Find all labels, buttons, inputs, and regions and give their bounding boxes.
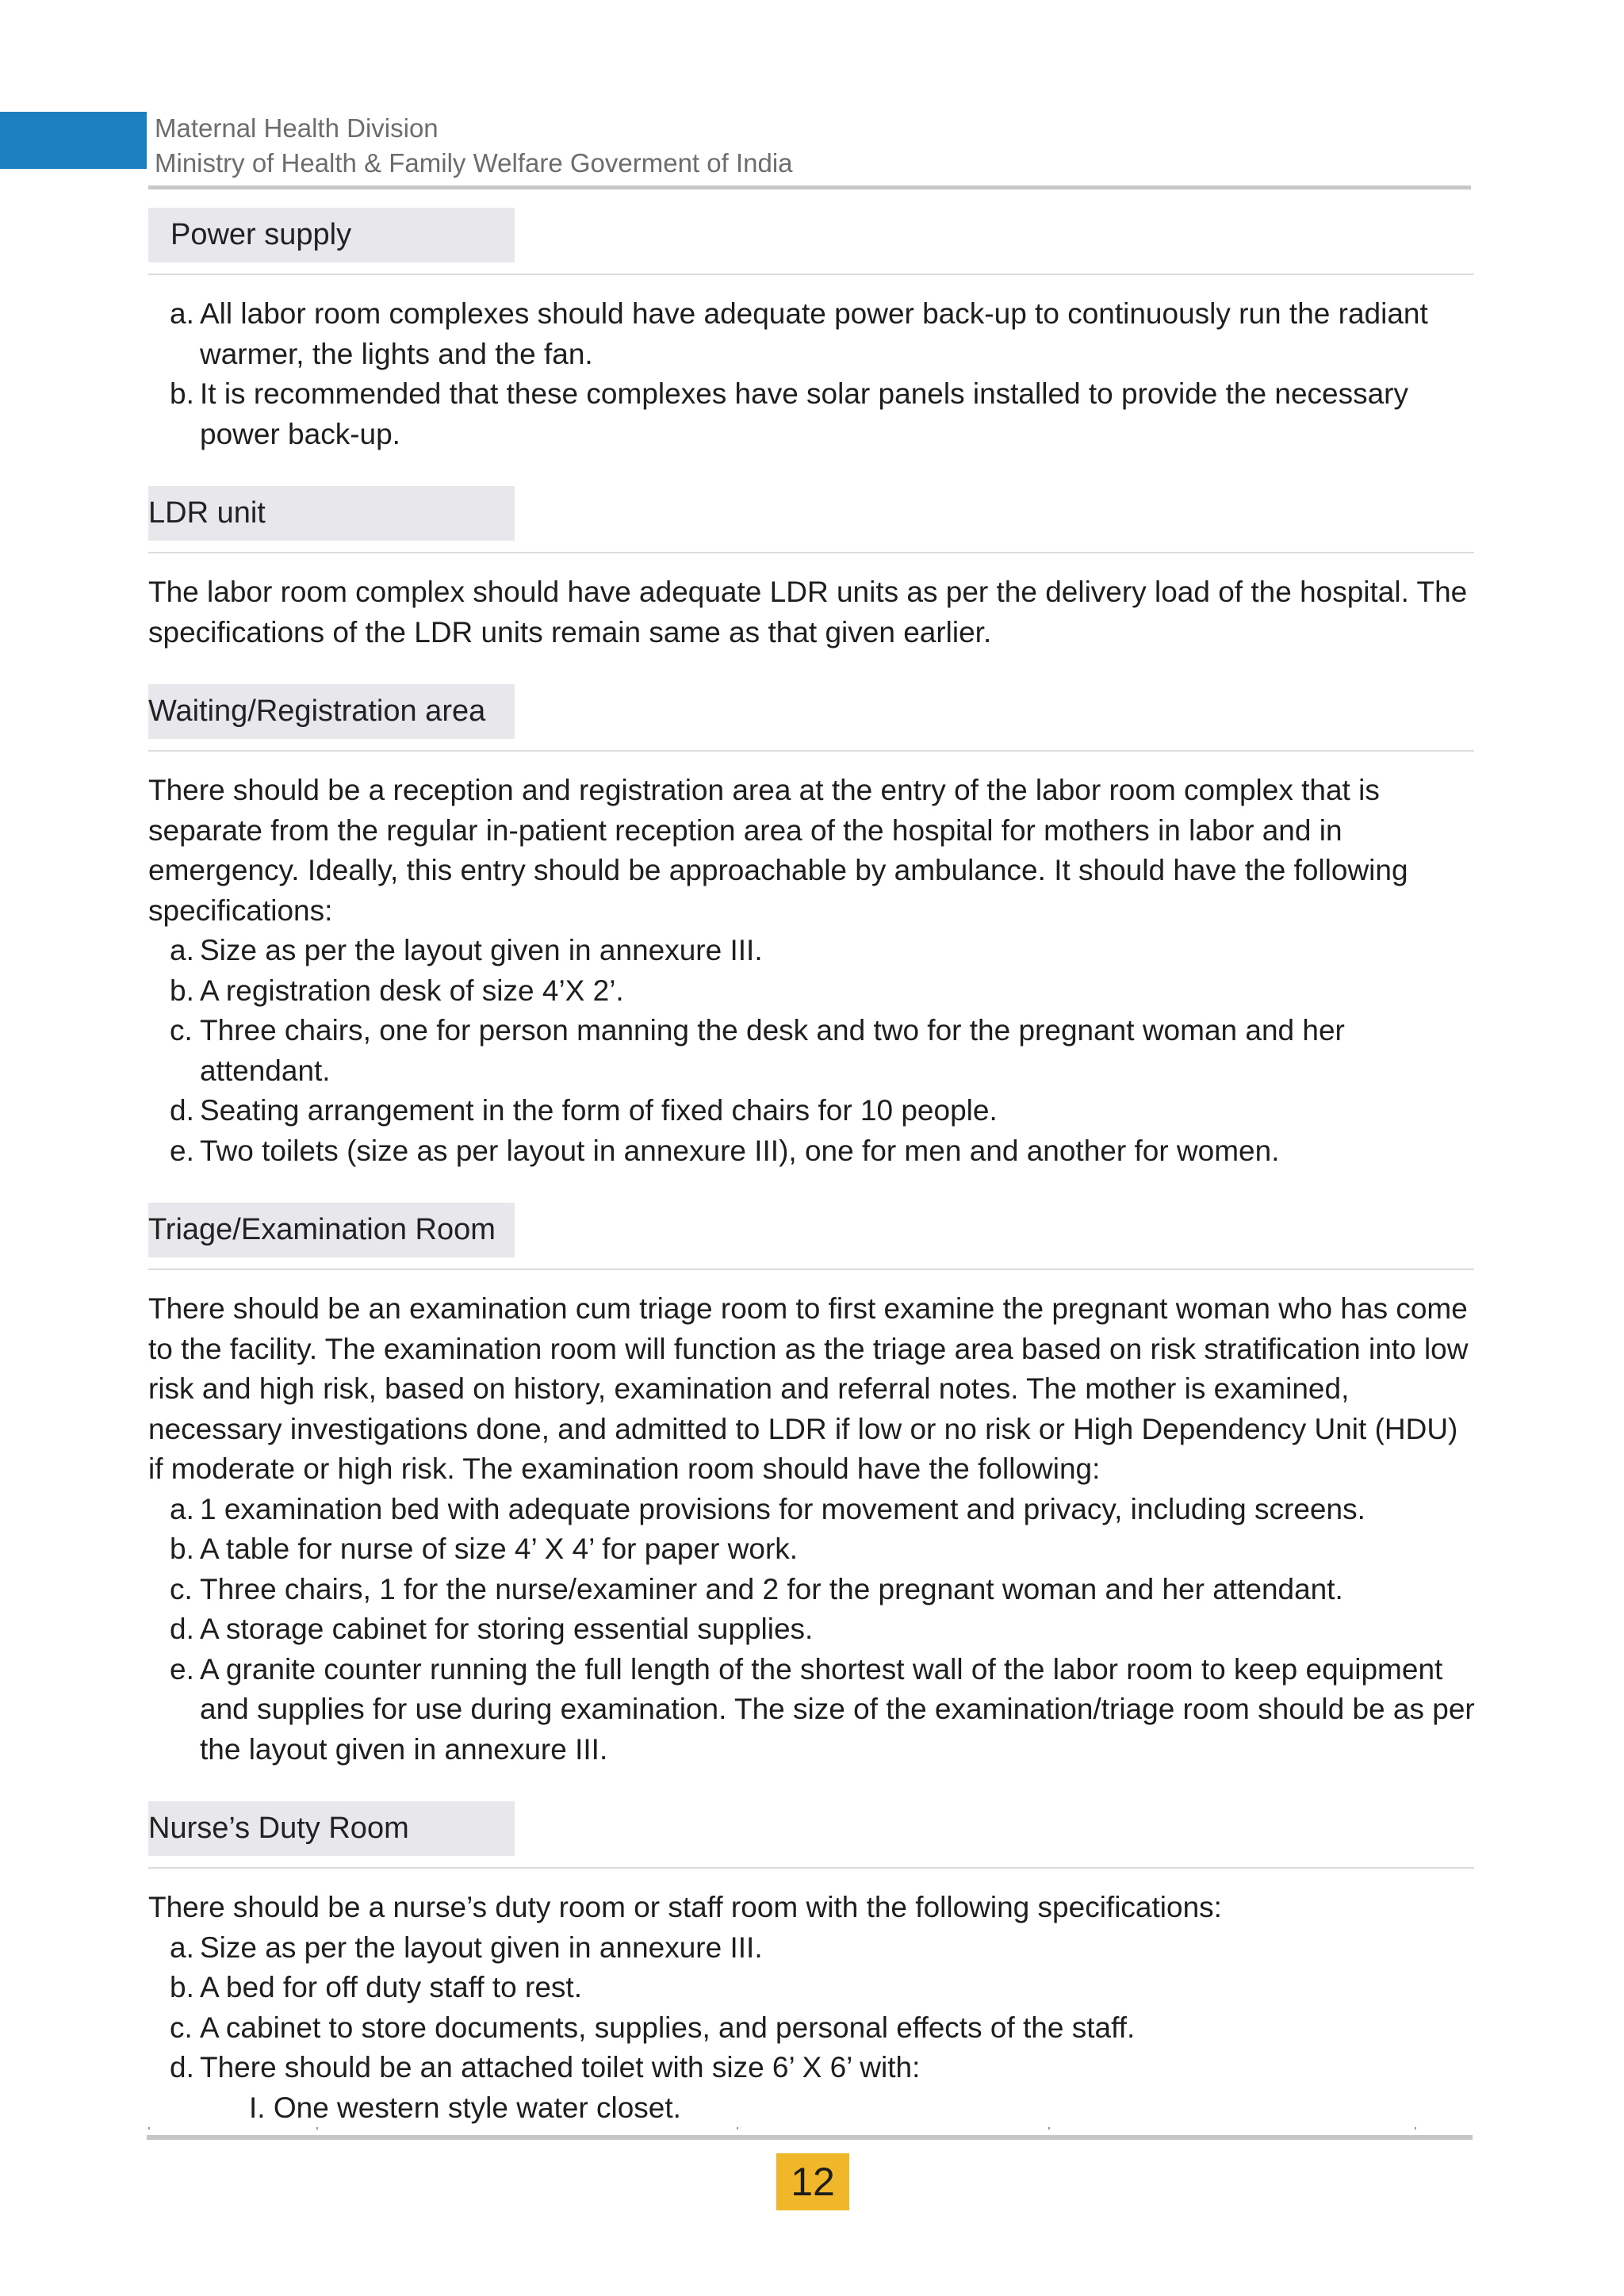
section-heading: Power supply bbox=[148, 208, 515, 262]
list-marker: b. bbox=[170, 377, 194, 410]
list-item-text: Two toilets (size as per layout in annexure III), one for men and another for women. bbox=[200, 1134, 1280, 1167]
section-divider bbox=[148, 750, 1474, 752]
footer-divider bbox=[147, 2135, 1473, 2140]
section-heading: Nurse’s Duty Room bbox=[148, 1801, 515, 1856]
list-item bbox=[148, 294, 1477, 374]
list-item-text: A storage cabinet for storing essential supplies. bbox=[200, 1613, 814, 1645]
list-marker: a. bbox=[170, 297, 194, 330]
list-item bbox=[148, 1091, 1477, 1131]
section-heading: Waiting/Registration area bbox=[148, 684, 515, 739]
header-divider bbox=[148, 186, 1471, 189]
list-marker: c. bbox=[170, 1014, 193, 1047]
header-accent-bar bbox=[0, 112, 147, 169]
section-divider bbox=[148, 274, 1474, 275]
section-ldr-unit bbox=[148, 486, 1477, 652]
section-paragraph: The labor room complex should have adequate LDR units as per the delivery load of the hospital. The specifications of the LDR units remain same as that given earlier. bbox=[148, 576, 1468, 649]
list-item-text: There should be an attached toilet with size 6’ X 6’ with: bbox=[200, 2051, 921, 2084]
section-paragraph: There should be a reception and registration area at the entry of the labor room complex that is separate from the regular in-patient reception area of the hospital for mothers in labor and in emergency. Ideally, this entry should be approachable by ambulance. It should have the following specifications: bbox=[148, 774, 1408, 927]
list-marker: e. bbox=[170, 1134, 194, 1167]
list-marker: a. bbox=[170, 934, 194, 966]
list-item bbox=[148, 1609, 1477, 1650]
sub-list-item: I. One western style water closet. bbox=[249, 2091, 681, 2124]
list-marker: b. bbox=[170, 1971, 194, 2003]
list-item bbox=[148, 2008, 1477, 2049]
list-item-text: Size as per the layout given in annexure III. bbox=[200, 934, 763, 966]
list-item-text: A cabinet to store documents, supplies, and personal effects of the staff. bbox=[200, 2011, 1136, 2044]
list-item-text: A bed for off duty staff to rest. bbox=[200, 1971, 582, 2003]
list-marker: b. bbox=[170, 974, 194, 1007]
section-divider bbox=[148, 1867, 1474, 1869]
page-content bbox=[148, 208, 1477, 2128]
list-marker: d. bbox=[170, 1094, 194, 1127]
list-marker: d. bbox=[170, 1613, 194, 1645]
section-heading: Triage/Examination Room bbox=[148, 1203, 515, 1257]
list-item-text: 1 examination bed with adequate provisions for movement and privacy, including screens. bbox=[200, 1492, 1365, 1525]
section-paragraph: There should be a nurse’s duty room or staff room with the following specifications: bbox=[148, 1891, 1222, 1923]
list-item-text: A registration desk of size 4’X 2’. bbox=[200, 974, 624, 1007]
list-item bbox=[148, 2048, 1477, 2088]
list-marker: e. bbox=[170, 1652, 194, 1686]
item-list bbox=[148, 1490, 1477, 1770]
document-header bbox=[155, 111, 793, 181]
section-power-supply bbox=[148, 208, 1477, 454]
list-item bbox=[148, 931, 1477, 971]
section-waiting-registration bbox=[148, 684, 1477, 1171]
section-nurses-duty-room bbox=[148, 1801, 1477, 2128]
list-item-text: Three chairs, one for person manning the desk and two for the pregnant woman and her attendant. bbox=[200, 1014, 1345, 1087]
list-item bbox=[148, 1011, 1477, 1091]
list-item bbox=[148, 971, 1477, 1012]
list-item bbox=[148, 1928, 1477, 1969]
footer-dots bbox=[148, 2127, 1471, 2132]
item-list bbox=[148, 1928, 1477, 2088]
section-divider bbox=[148, 552, 1474, 553]
list-item-text: Three chairs, 1 for the nurse/examiner and 2 for the pregnant woman and her attendant. bbox=[200, 1572, 1343, 1605]
list-marker: a. bbox=[170, 1931, 194, 1964]
list-item bbox=[148, 1650, 1477, 1770]
list-item bbox=[148, 1570, 1477, 1610]
list-marker: a. bbox=[170, 1492, 194, 1525]
list-item bbox=[148, 1490, 1477, 1530]
list-item bbox=[148, 1131, 1477, 1172]
section-triage-examination bbox=[148, 1203, 1477, 1770]
list-marker: c. bbox=[170, 2011, 193, 2044]
item-list bbox=[148, 931, 1477, 1171]
list-item-text: Seating arrangement in the form of fixed chairs for 10 people. bbox=[200, 1094, 998, 1127]
list-item bbox=[148, 1968, 1477, 2008]
list-item-text: Size as per the layout given in annexure III. bbox=[200, 1931, 763, 1964]
page-number: 12 bbox=[776, 2153, 849, 2210]
list-marker: c. bbox=[170, 1572, 193, 1605]
list-item-text: A table for nurse of size 4’ X 4’ for paper work. bbox=[200, 1533, 799, 1565]
header-division: Maternal Health Division bbox=[155, 113, 439, 143]
list-item-text: It is recommended that these complexes have solar panels installed to provide the necessary power back-up. bbox=[200, 377, 1408, 450]
header-ministry: Ministry of Health & Family Welfare Goverment of India bbox=[155, 148, 793, 178]
section-paragraph: There should be an examination cum triage room to first examine the pregnant woman who has come to the facility. The examination room will function as the triage area based on risk stratification into low risk and high risk, based on history, examination and referral notes. The mother is examined, necessary investigations done, and admitted to LDR if low or no risk or High Dependency Unit (HDU) if moderate or high risk. The examination room should have the following: bbox=[148, 1292, 1469, 1485]
list-item-text: All labor room complexes should have adequate power back-up to continuously run the radiant warmer, the lights and the fan. bbox=[200, 297, 1428, 370]
list-item bbox=[148, 1529, 1477, 1570]
section-heading: LDR unit bbox=[148, 486, 515, 541]
section-divider bbox=[148, 1269, 1474, 1270]
list-marker: b. bbox=[170, 1533, 194, 1565]
list-item bbox=[148, 374, 1477, 454]
item-list bbox=[148, 294, 1477, 454]
list-item-text: A granite counter running the full length of the shortest wall of the labor room to keep equipment and supplies for use during examination. The size of the examination/triage room should be as per the layout given in annexure III. bbox=[200, 1652, 1475, 1766]
list-marker: d. bbox=[170, 2051, 194, 2084]
